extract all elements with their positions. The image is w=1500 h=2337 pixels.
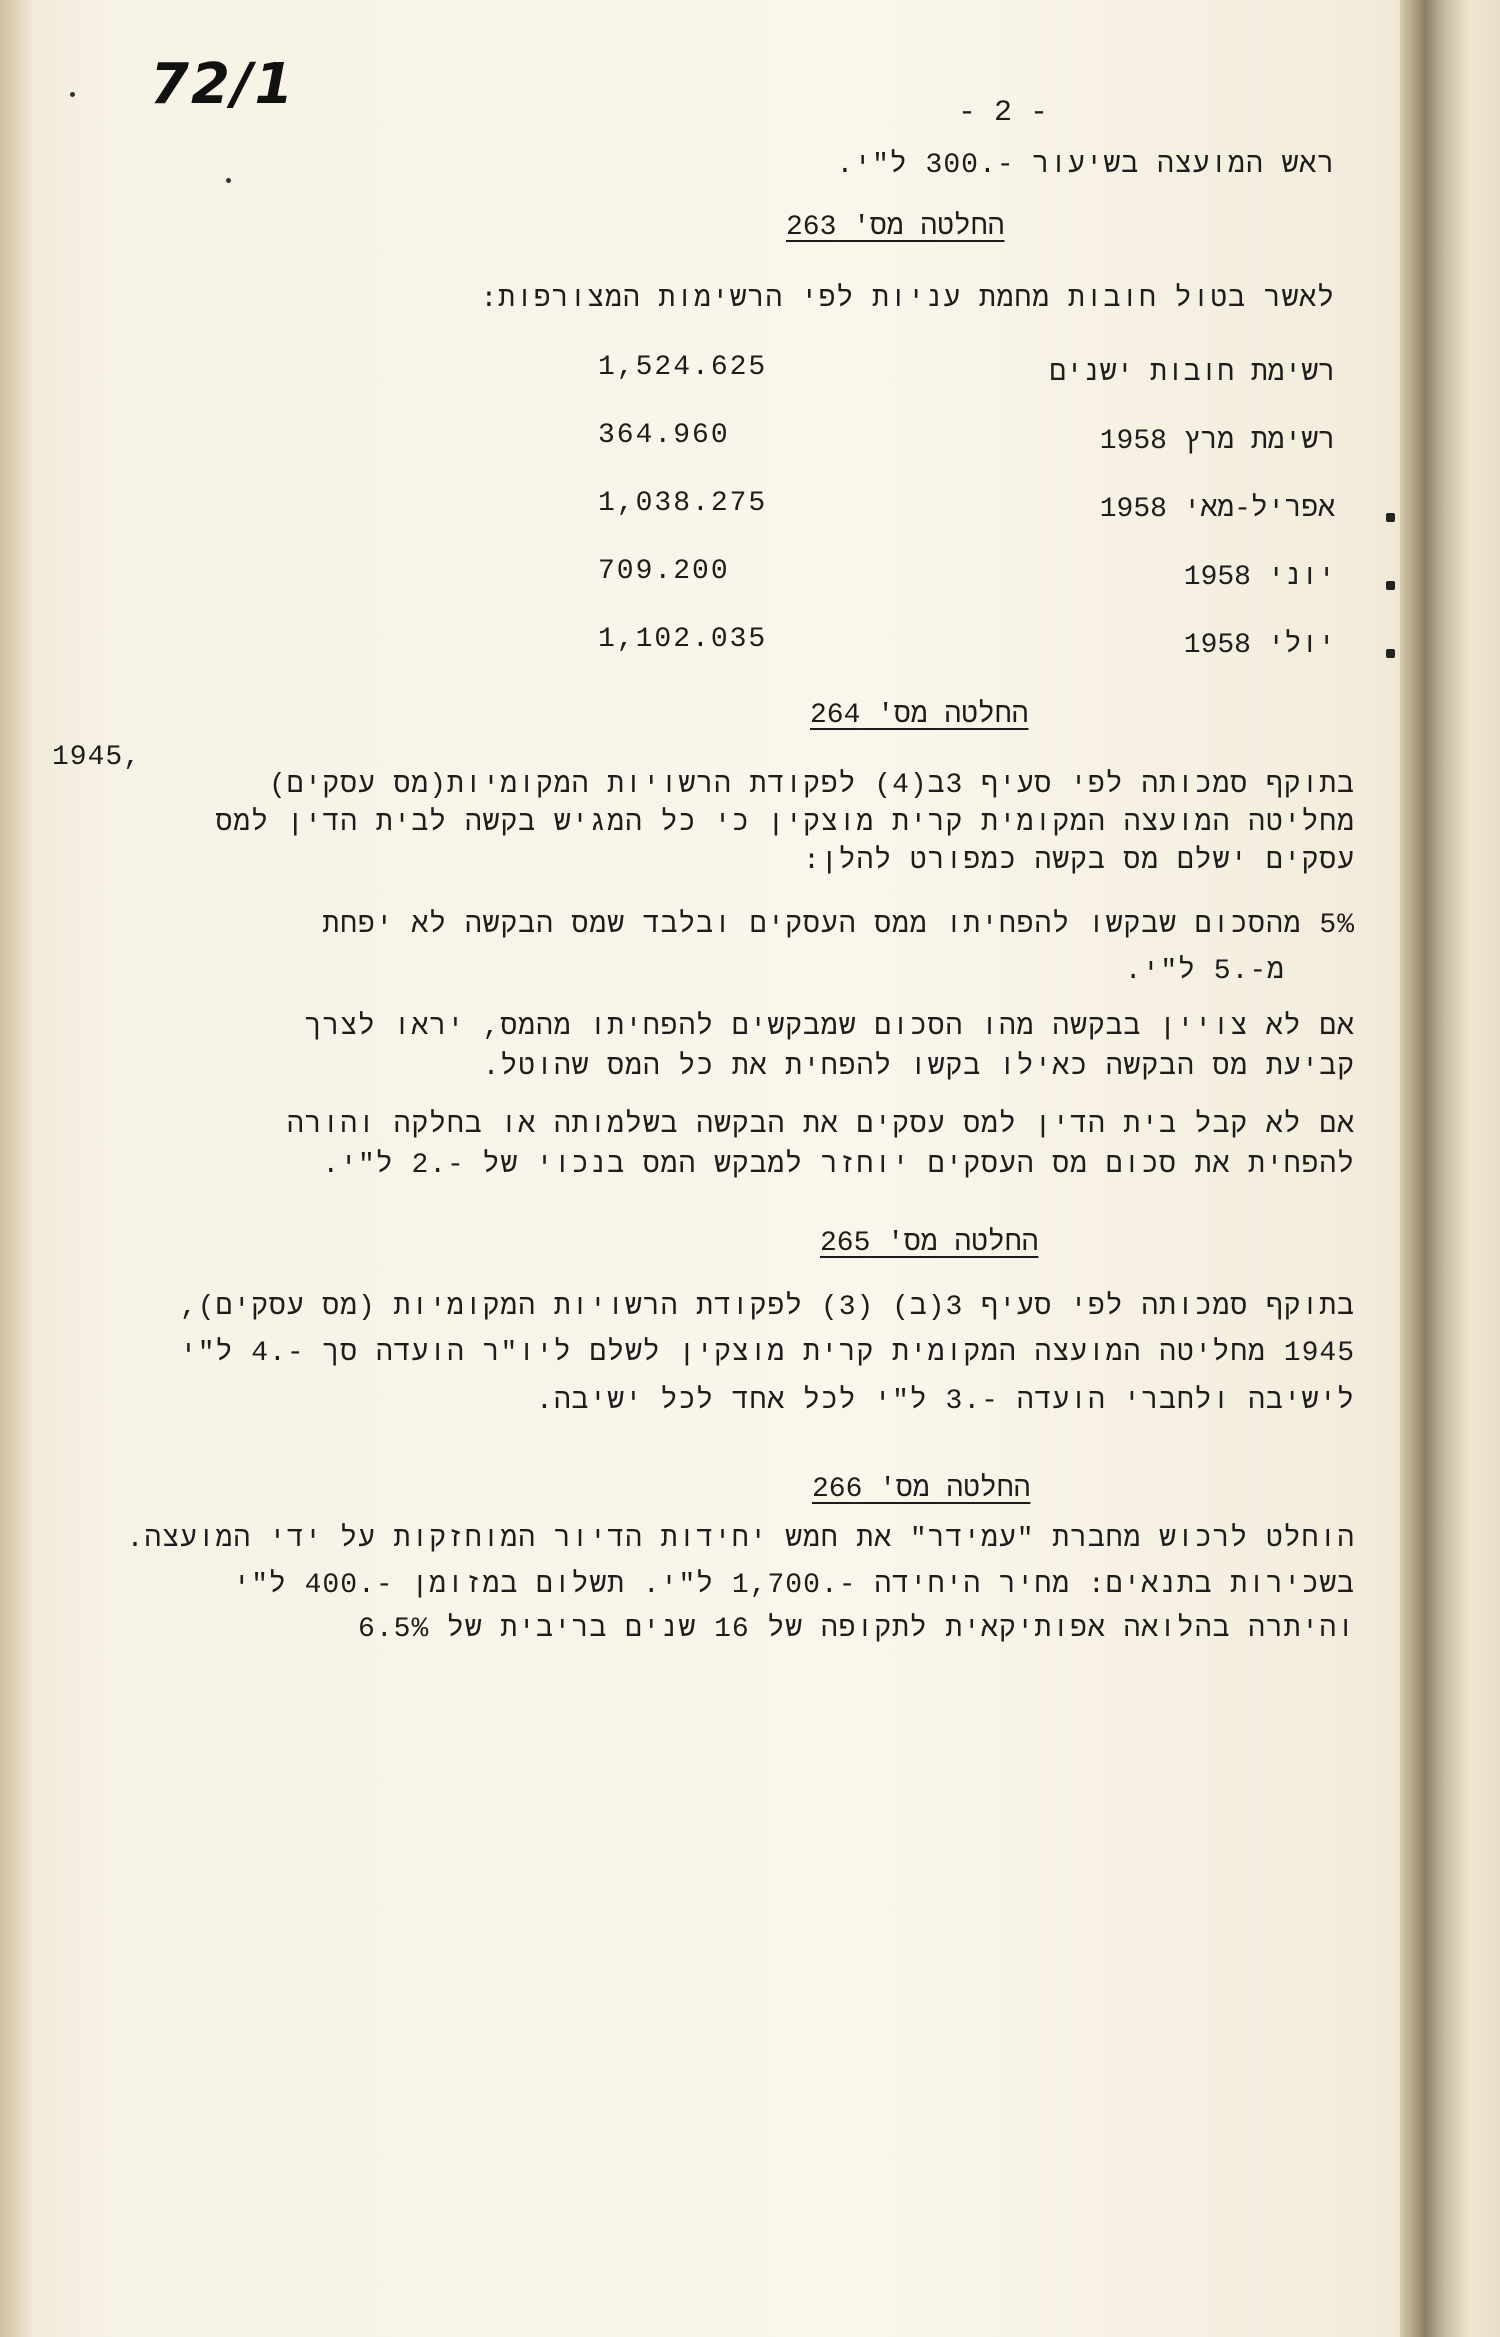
list-item-label: יולי 1958 (1183, 630, 1335, 661)
year-1945: 1945, (52, 742, 142, 773)
intro-line: ראש המועצה בשיעור -.300 ל"י. (836, 150, 1335, 181)
page-number: - 2 - (958, 96, 1049, 130)
list-item-label: רשימת חובות ישנים (1049, 358, 1335, 389)
list-item-amount: 709.200 (598, 556, 730, 587)
list-item-amount: 1,524.625 (598, 352, 768, 383)
list-item-amount: 1,102.035 (598, 624, 768, 655)
decision-266-line: בשכירות בתנאים: מחיר היחידה -.1,700 ל"י. תשלום במזומן -.400 ל"י (233, 1570, 1355, 1601)
list-item-label: רשימת מרץ 1958 (1099, 426, 1335, 457)
list-item-label: אפריל-מאי 1958 (1099, 494, 1335, 525)
decision-264-line: מ-.5 ל"י. (1124, 956, 1285, 987)
decision-264-line: קביעת מס הבקשה כאילו בקשו להפחית את כל המס שהוטל. (482, 1052, 1355, 1083)
handwritten-number: 72/1 (150, 52, 296, 117)
list-item-amount: 1,038.275 (598, 488, 768, 519)
decision-264-line: 5% מהסכום שבקשו להפחיתו ממס העסקים ובלבד שמס הבקשה לא יפחת (322, 910, 1355, 941)
decision-264-line: בתוקף סמכותה לפי סעיף 3ב(4) לפקודת הרשויות המקומיות(מס עסקים) (268, 770, 1355, 801)
decision-264-line: עסקים ישלם מס בקשה כמפורט להלן: (803, 846, 1355, 877)
heading-263: החלטה מס' 263 (786, 212, 1005, 243)
decision-266-line: והיתרה בהלואה אפותיקאית לתקופה של 16 שנים בריבית של 6.5% (358, 1614, 1355, 1645)
list-item-amount: 364.960 (598, 420, 730, 451)
decision-264-line: אם לא צויין בבקשה מהו הסכום שמבקשים להפחיתו מהמס, יראו לצרך (304, 1012, 1355, 1043)
ink-speck (70, 92, 75, 97)
heading-266: החלטה מס' 266 (812, 1474, 1031, 1505)
list-item-label: יוני 1958 (1183, 562, 1335, 593)
binding-spine (1400, 0, 1500, 2337)
decision-265-line: לישיבה ולחברי הועדה -.3 ל"י לכל אחד לכל ישיבה. (536, 1386, 1355, 1417)
page-left-edge (0, 0, 34, 2337)
decision-265-line: בתוקף סמכותה לפי סעיף 3(ב) (3) לפקודת הרשויות המקומיות (מס עסקים), (179, 1292, 1355, 1323)
bullet-icon (1386, 581, 1395, 590)
heading-264: החלטה מס' 264 (810, 700, 1029, 731)
decision-265-line: 1945 מחליטה המועצה המקומית קרית מוצקין לשלם ליו"ר הועדה סך -.4 ל"י (179, 1338, 1355, 1369)
bullet-icon (1386, 649, 1395, 658)
decision-264-line: מחליטה המועצה המקומית קרית מוצקין כי כל המגיש בקשה לבית הדין למס (215, 808, 1355, 839)
decision-266-line: הוחלט לרכוש מחברת "עמידר" את חמש יחידות הדיור המוחזקות על ידי המועצה. (126, 1524, 1355, 1555)
decision-263-text: לאשר בטול חובות מחמת עניות לפי הרשימות המצורפות: (480, 284, 1335, 315)
decision-264-line: אם לא קבל בית הדין למס עסקים את הבקשה בשלמותה או בחלקה והורה (286, 1110, 1355, 1141)
decision-264-line: להפחית את סכום מס העסקים יוחזר למבקש המס בנכוי של -.2 ל"י. (322, 1150, 1355, 1181)
bullet-icon (1386, 513, 1395, 522)
heading-265: החלטה מס' 265 (820, 1228, 1039, 1259)
ink-speck (226, 178, 231, 183)
